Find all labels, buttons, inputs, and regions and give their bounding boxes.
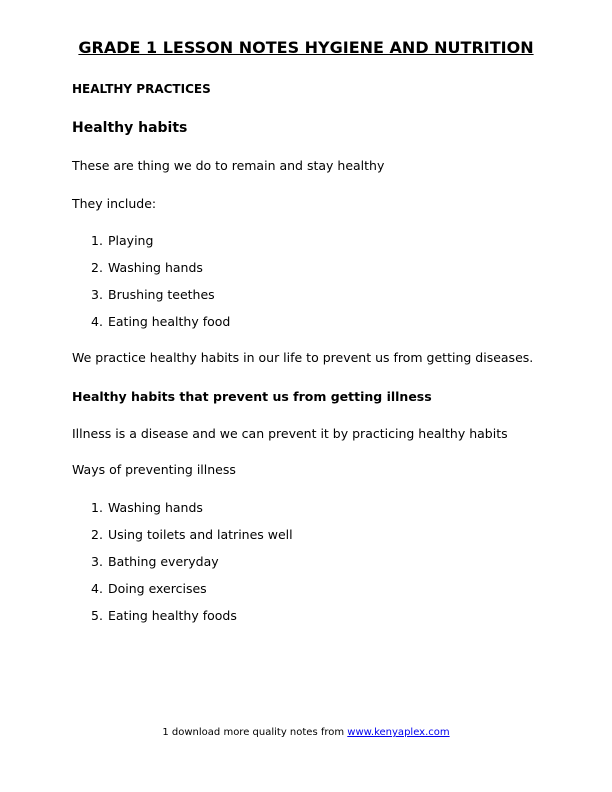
list-item [91,608,237,623]
list-number: 3. [91,554,103,569]
paragraph-definition: These are thing we do to remain and stay healthy [72,158,385,173]
kenyaplex-link[interactable]: www.kenyaplex.com [347,727,450,738]
page-title: GRADE 1 LESSON NOTES HYGIENE AND NUTRITION [78,38,534,57]
list-number: 2. [91,527,103,542]
list-item [91,314,230,329]
list-item-text: Doing exercises [108,581,207,596]
list-item-text: Bathing everyday [108,554,219,569]
list-number: 2. [91,260,103,275]
list-item [91,527,293,542]
list-item [91,260,203,275]
list-item-text: Washing hands [108,260,203,275]
section-heading: HEALTHY PRACTICES [72,82,211,96]
paragraph-illness: Illness is a disease and we can prevent it by practicing healthy habits [72,426,508,441]
list-number: 5. [91,608,103,623]
subheading-healthy-habits: Healthy habits [72,120,188,136]
list-number: 1. [91,500,103,515]
footer-text: 1 download more quality notes from [162,727,345,738]
list-number: 4. [91,314,103,329]
list-item-text: Playing [108,233,154,248]
subheading-prevent-illness: Healthy habits that prevent us from getting illness [72,389,432,404]
list-number: 4. [91,581,103,596]
list-number: 3. [91,287,103,302]
list-item [91,287,215,302]
paragraph-ways: Ways of preventing illness [72,462,236,477]
list-item [91,500,203,515]
list-item-text: Eating healthy foods [108,608,237,623]
list-item [91,233,153,248]
paragraph-they-include: They include: [72,196,157,211]
list-item [91,581,207,596]
paragraph-practice: We practice healthy habits in our life to prevent us from getting diseases. [72,350,534,365]
list-item-text: Washing hands [108,500,203,515]
list-item-text: Eating healthy food [108,314,231,329]
list-item-text: Brushing teethes [108,287,215,302]
page-footer [0,727,612,738]
list-item [91,554,219,569]
list-item-text: Using toilets and latrines well [108,527,293,542]
list-number: 1. [91,233,103,248]
